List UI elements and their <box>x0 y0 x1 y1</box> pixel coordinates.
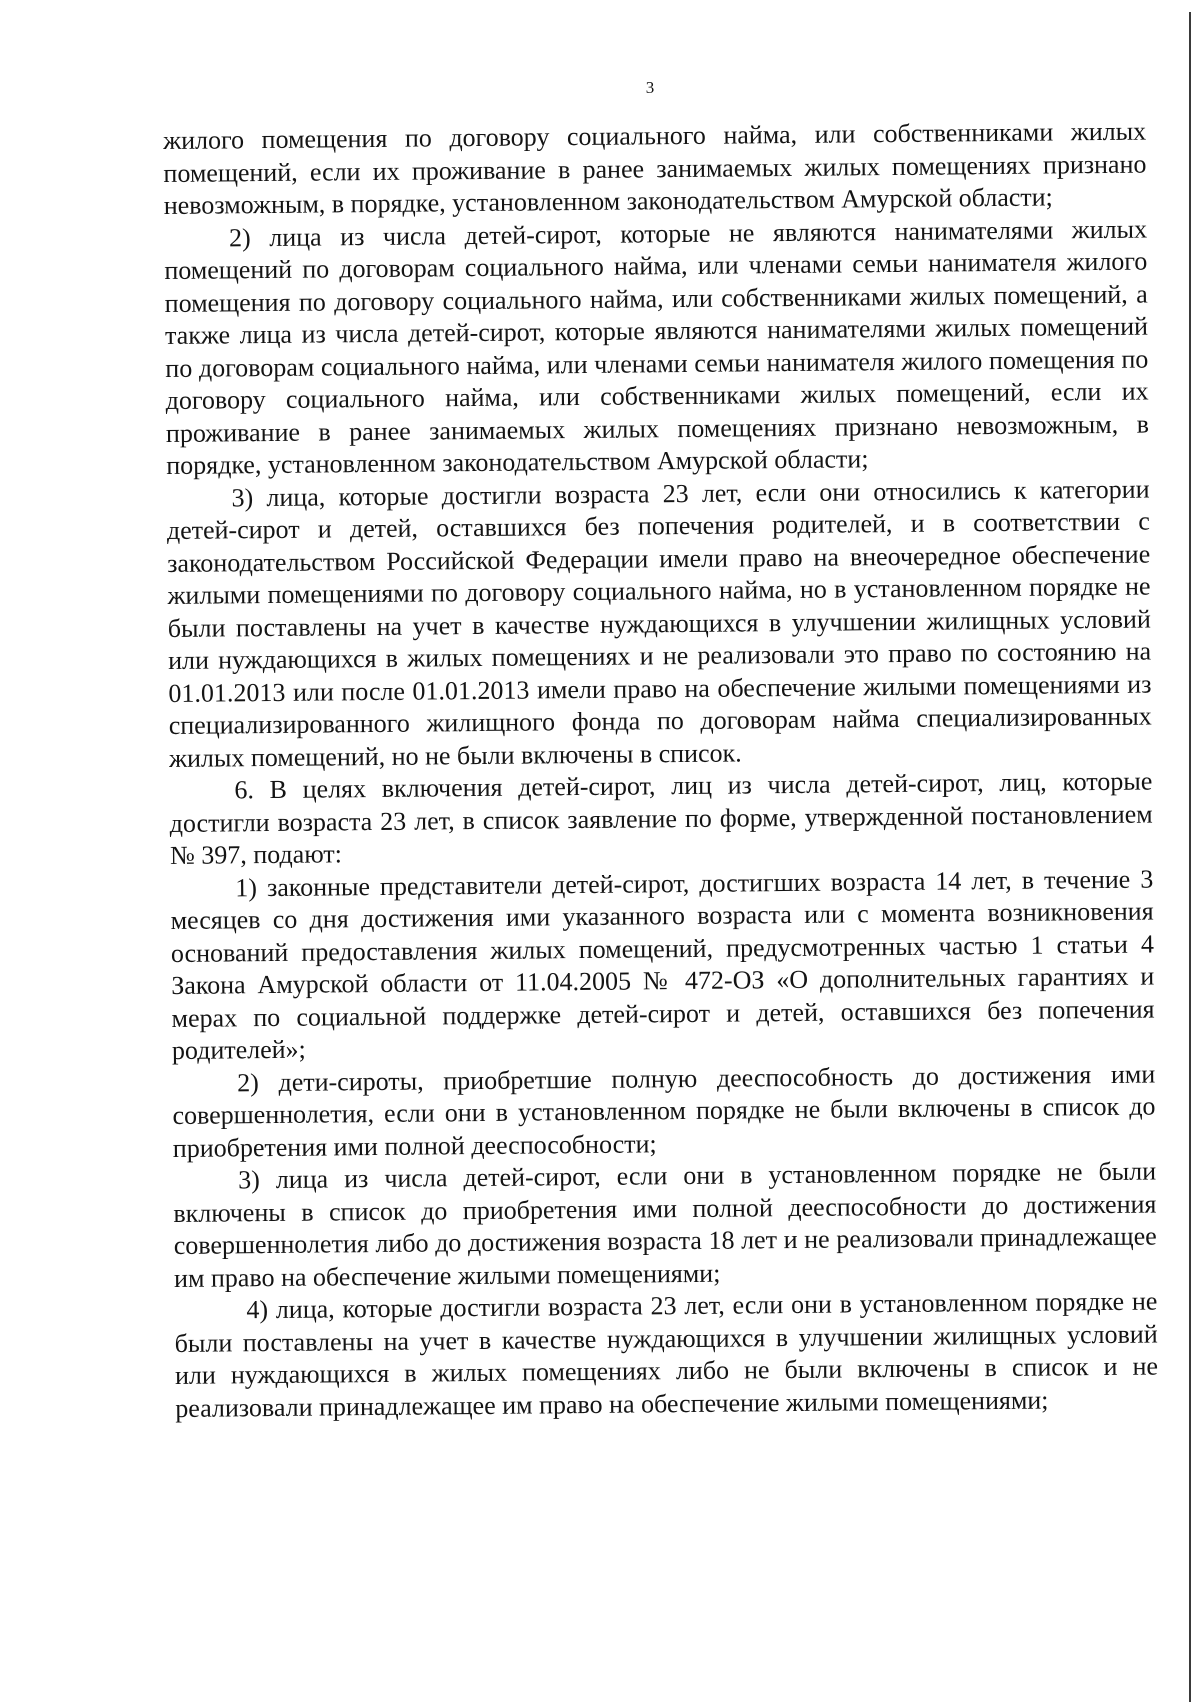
paragraph-section-6-item-3: 3) лица из числа детей-сирот, если они в установленном порядке не были включены в список до приобретения ими полной дееспособности до достижения совершеннолетия либо до достижения возраста 18 лет и не реализовали принадлежащее им право на обеспечение жилыми помещениями; <box>173 1156 1157 1293</box>
paragraph-section-6: 6. В целях включения детей-сирот, лиц из числа детей-сирот, лиц, которые достигли возраста 23 лет, в список заявление по форме, утвержденной постановлением № 397, подают: <box>169 766 1153 870</box>
paragraph-section-6-item-1: 1) законные представители детей-сирот, достигших возраста 14 лет, в течение 3 месяцев со дня достижения ими указанного возраста или с момента возникновения оснований предоставления жилых помещений, предусмотренных частью 1 статьи 4 Закона Амурской области от 11.04.2005 № 472-ОЗ «О дополнительных гарантиях и мерах по социальной поддержке детей-сирот и детей, оставшихся без попечения родителей»; <box>170 864 1155 1065</box>
document-body <box>163 116 1158 1425</box>
paragraph-item-2: 2) лица из числа детей-сирот, которые не являются нанимателями жилых помещений по договорам социального найма, или членами семьи нанимателя жилого помещения по договору социального найма, или собственниками жилых помещений, а также лица из числа детей-сирот, которые являются нанимателями жилых помещений по договорам социального найма, или членами семьи нанимателя жилого помещения по договору социального найма, или собственниками жилых помещений, если их проживание в ранее занимаемых жилых помещениях признано невозможным, в порядке, установленном законодательством Амурской области; <box>164 214 1150 480</box>
page-number: 3 <box>645 78 655 97</box>
paragraph-item-3: 3) лица, которые достигли возраста 23 лет, если они относились к категории детей-сирот и детей, оставшихся без попечения родителей, и в соответствии с законодательством Российской Федерации имели право на внеочередное обеспечение жилыми помещениями по договору социального найма, но в установленном порядке не были поставлены на учет в качестве нуждающихся в улучшении жилищных условий или нуждающихся в жилых помещениях и не реализовали это право по состоянию на 01.01.2013 или после 01.01.2013 имели право на обеспечение жилыми помещениями из специализированного жилищного фонда по договорам найма специализированных жилых помещений, но не были включены в список. <box>166 474 1152 773</box>
paragraph-section-6-item-2: 2) дети-сироты, приобретшие полную дееспособность до достижения ими совершеннолетия, если они в установленном порядке не были включены в список до приобретения ими полной дееспособности; <box>172 1059 1156 1163</box>
paragraph-continuation: жилого помещения по договору социального найма, или собственниками жилых помещений, если их проживание в ранее занимаемых жилых помещениях признано невозможным, в порядке, установленном законодательством Амурской области; <box>163 116 1147 220</box>
paragraph-section-6-item-4: 4) лица, которые достигли возраста 23 лет, если они в установленном порядке не были поставлены на учет в качестве нуждающихся в улучшении жилищных условий или нуждающихся в жилых помещениях либо не были включены в список и не реализовали принадлежащее им право на обеспечение жилыми помещениями; <box>174 1286 1159 1423</box>
scan-edge-line <box>1189 12 1191 1702</box>
